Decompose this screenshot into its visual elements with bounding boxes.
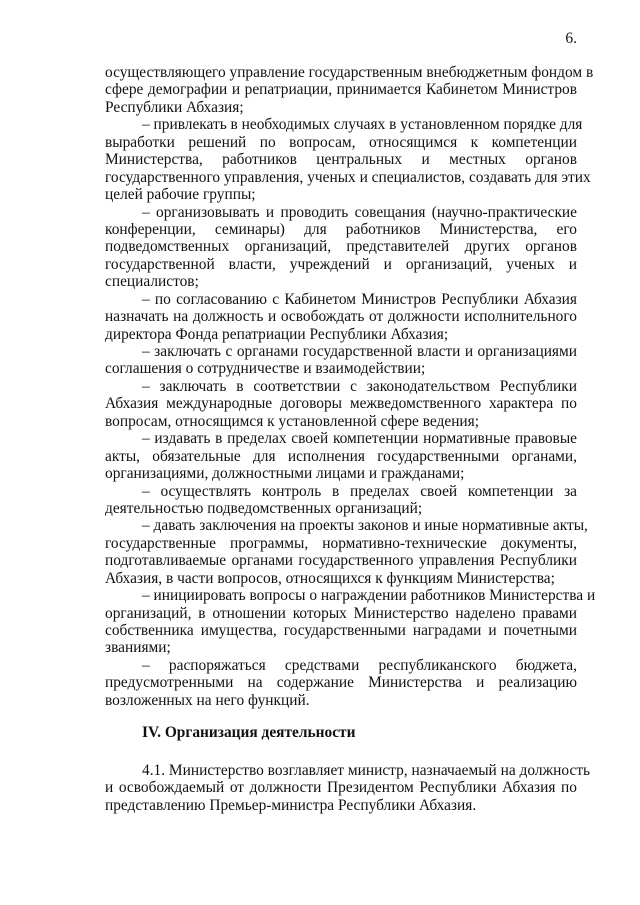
text-line: Республики Абхазия;: [105, 98, 244, 116]
text-line: представлению Премьер-министра Республики Абхазия.: [105, 796, 477, 814]
text-line: акты, обязательные для исполнения государственными органами,: [105, 447, 577, 465]
text-line: деятельностью подведомственных организаций;: [105, 499, 423, 517]
text-line: – заключать с органами государственной власти и организациями: [142, 343, 577, 360]
text-line: осуществляющего управление государственным внебюджетным фондом в: [105, 64, 594, 81]
text-line: подведомственных организаций, представителей других органов: [105, 238, 577, 256]
text-line: – осуществлять контроль в пределах своей компетенции за: [142, 482, 577, 500]
text-line: назначать на должность и освобождать от должности исполнительного: [105, 308, 577, 326]
text-line: вопросам, относящимся к установленной сфере ведения;: [105, 412, 480, 430]
text-line: выработки решений по вопросам, относящимся к компетенции: [105, 133, 577, 151]
paragraph: [105, 587, 596, 657]
text-line: – распоряжаться средствами республиканского бюджета,: [142, 656, 577, 674]
text-line: государственной власти, учреждений и организаций, ученых и: [105, 255, 577, 273]
text-line: возложенных на него функций.: [105, 691, 310, 709]
text-line: Абхазия, в части вопросов, относящихся к функциям Министерства;: [105, 569, 555, 587]
text-line: – привлекать в необходимых случаях в установленном порядке для: [142, 116, 583, 134]
document-body: [105, 64, 596, 709]
text-line: – заключать в соответствии с законодательством Республики: [142, 377, 577, 395]
text-line: конференции, семинары) для работников Министерства, его: [105, 220, 577, 238]
text-line: предусмотренными на содержание Министерства и реализацию: [105, 674, 577, 692]
text-line: Министерства, работников центральных и местных органов: [105, 151, 577, 169]
paragraph: [105, 116, 591, 204]
text-line: – инициировать вопросы о награждении работников Министерства и: [142, 587, 596, 605]
paragraph: [105, 657, 577, 709]
text-line: целей рабочие группы;: [105, 186, 256, 204]
text-line: собственника имущества, государственными наградами и почетными: [105, 622, 577, 639]
text-line: специалистов;: [105, 273, 199, 291]
paragraph: [105, 517, 588, 587]
text-line: соглашения о сотрудничестве и взаимодействии;: [105, 360, 426, 378]
paragraph: [105, 204, 577, 291]
text-line: организаций, в отношении которых Министерство наделено правами: [105, 604, 577, 622]
paragraph: [105, 483, 577, 518]
page-number: 6.: [565, 30, 577, 47]
section-heading: IV. Организация деятельности: [142, 724, 356, 741]
paragraph: [105, 430, 577, 482]
paragraph: [105, 762, 591, 814]
text-line: организациями, должностными лицами и гражданами;: [105, 465, 465, 483]
paragraph: [105, 291, 577, 343]
paragraph: [105, 64, 594, 116]
section-paragraph: [105, 762, 591, 814]
text-line: Абхазия международные договоры межведомственного характера по: [105, 395, 577, 413]
text-line: 4.1. Министерство возглавляет министр, назначаемый на должность: [142, 762, 591, 779]
paragraph: [105, 343, 577, 378]
text-line: – организовывать и проводить совещания (научно-практические: [142, 203, 577, 221]
text-line: сфере демографии и репатриации, принимается Кабинетом Министров: [105, 81, 577, 99]
text-line: – давать заключения на проекты законов и иные нормативные акты,: [142, 517, 588, 535]
text-line: государственного управления, ученых и специалистов, создавать для этих: [105, 168, 591, 186]
paragraph: [105, 378, 577, 430]
text-line: и освобождаемый от должности Президентом Республики Абхазия по: [105, 779, 577, 797]
text-line: – по согласованию с Кабинетом Министров Республики Абхазия: [142, 290, 577, 308]
text-line: директора Фонда репатриации Республики Абхазия;: [105, 325, 449, 343]
text-line: званиями;: [105, 639, 171, 657]
text-line: государственные программы, нормативно-технические документы,: [105, 534, 577, 552]
text-line: подготавливаемые органами государственного управления Республики: [105, 552, 577, 570]
text-line: – издавать в пределах своей компетенции нормативные правовые: [142, 430, 577, 448]
